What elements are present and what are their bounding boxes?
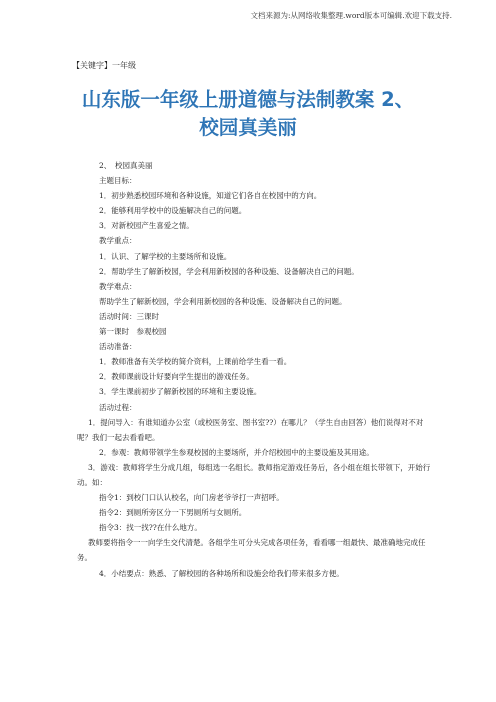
paragraph: 4．小结要点：熟悉、了解校园的各种场所和设施会给我们带来很多方便。: [99, 568, 344, 578]
paragraph: 1．初步熟悉校园环境和各种设施，知道它们各自在校园中的方向。: [99, 191, 322, 201]
paragraph: 1．提问导入：有谁知道办公室（或校医务室、图书室??）在哪儿？（学生自由回答）他们说得对不对呢？我们一起去看看吧。: [77, 417, 424, 442]
paragraph: 帮助学生了解新校园，学会利用新校园的各种设施、设备解决自己的问题。: [99, 296, 347, 306]
document-body: [77, 158, 432, 581]
paragraph: 2、 校园真美丽: [99, 161, 153, 170]
paragraph: 教师要将指令一一向学生交代清楚。各组学生可分头完成各项任务，看看哪一组最快、最准确地完成任务。: [77, 538, 426, 563]
paragraph: 3．游戏：教师将学生分成几组，每组选一名组长。教师指定游戏任务后，各小组在组长带领下，开始行动。如：: [77, 462, 431, 487]
paragraph: 3．对新校园产生喜爱之情。: [99, 221, 194, 231]
paragraph: 活动时间：三课时: [99, 311, 159, 321]
paragraph: 1．教师准备有关学校的简介资料，上课前给学生看一看。: [99, 357, 292, 367]
paragraph: 2．能够利用学校中的设施解决自己的问题。: [99, 206, 247, 216]
paragraph: 3．学生课前初步了解新校园的环境和主要设施。: [99, 387, 262, 397]
keyword-line: 【关键字】一年级: [72, 61, 136, 70]
document-title: [40, 86, 456, 142]
paragraph: 教学难点：: [99, 281, 137, 291]
paragraph: 指令3：找一找??在什么地方。: [99, 523, 202, 533]
title-line-2: 校园真美丽: [199, 116, 297, 139]
paragraph: 2．教师课前设计好要向学生提出的游戏任务。: [99, 372, 254, 382]
paragraph: 活动过程：: [99, 402, 137, 412]
paragraph: 指令1：到校门口认认校名，向门房老爷爷打一声招呼。: [99, 493, 284, 503]
paragraph: 2．帮助学生了解新校园，学会利用新校园的各种设施、设备解决自己的问题。: [99, 266, 359, 276]
paragraph: 教学重点：: [99, 236, 137, 246]
title-line-1: 山东版一年级上册道德与法制教案 2、: [81, 88, 415, 111]
paragraph: 1．认识、了解学校的主要场所和设施。: [99, 251, 232, 261]
paragraph: 指令2：到厕所旁区分一下男厕所与女厕所。: [99, 508, 247, 518]
paragraph: 主题目标：: [99, 176, 137, 186]
paragraph: 活动准备：: [99, 342, 137, 352]
header-note: 文档来源为:从网络收集整理.word版本可编辑.欢迎下载支持.: [250, 11, 452, 20]
paragraph: 2．参观：教师带领学生参观校园的主要场所，并介绍校园中的主要设施及其用途。: [99, 447, 374, 457]
paragraph: 第一课时 参观校园: [99, 327, 167, 337]
